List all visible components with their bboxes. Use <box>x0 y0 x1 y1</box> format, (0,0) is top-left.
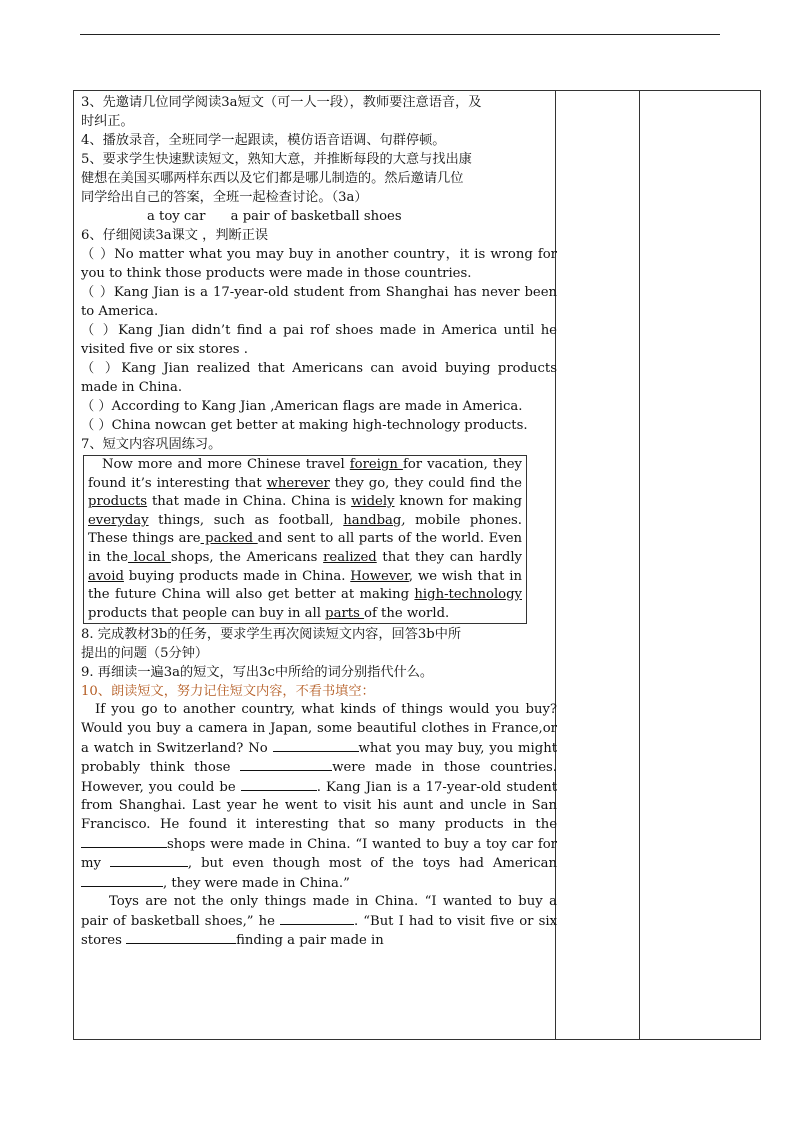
header-rule <box>80 34 720 35</box>
cloze-paragraph-2: Toys are not the only things made in China. “I wanted to buy a pair of basketball shoes,” he . “But I had to visit five or six stores finding a pair made in <box>81 894 557 949</box>
keyword-products: products <box>88 494 148 510</box>
keyword-parts: parts <box>325 605 365 621</box>
step-7-title: 7、短文内容巩固练习。 <box>81 437 222 452</box>
keyword-high-technology: high-technology <box>414 587 522 603</box>
keyword-local: local <box>128 549 171 565</box>
true-false-item-1: （ ）No matter what you may buy in another country，it is wrong for you to think those products were made in those countries. <box>81 247 557 281</box>
cloze-blank-4[interactable] <box>81 835 167 848</box>
cloze-blank-6[interactable] <box>81 874 163 887</box>
cloze-blank-2[interactable] <box>240 758 332 771</box>
keyword-foreign: foreign <box>349 457 403 472</box>
cloze-blank-1[interactable] <box>273 739 359 752</box>
cloze-blank-7[interactable] <box>280 912 354 925</box>
keyword-wherever: wherever <box>266 475 330 491</box>
cloze-paragraph-1: If you go to another country, what kinds of things would you buy? Would you buy a camera in Japan, some beautiful clothes in France,or a watch in Switzerland? No what you may buy, you might probably think those were made in those countries. However, you could be . Kang Jian is a 17-year-old student from Shanghai. Last year he went to visit his aunt and uncle in San Francisco. He found it interesting that so many products in the shops were made in China. “I wanted to buy a toy car for my , but even though most of the toys had American , they were made in China.” <box>81 702 557 891</box>
cloze-blank-3[interactable] <box>241 778 317 791</box>
step-8-line-1: 8. 完成教材3b的任务，要求学生再次阅读短文内容，回答3b中所 <box>81 627 462 643</box>
step-5-line-2: 健想在美国买哪两样东西以及它们都是哪儿制造的。然后邀请几位 <box>81 171 464 186</box>
cloze-blank-8[interactable] <box>126 931 236 944</box>
keyword-however: However <box>350 568 409 584</box>
step-3-line-1: 3、先邀请几位同学阅读3a短文（可一人一段），教师要注意语音，及 <box>81 95 482 110</box>
step-5-line-3: 同学给出自己的答案，全班一起检查讨论。（3a） <box>81 190 368 205</box>
lesson-steps-column <box>81 93 557 951</box>
true-false-item-4: （ ）Kang Jian realized that Americans can avoid buying products made in China. <box>81 361 557 395</box>
summary-passage: Now more and more Chinese travel foreign for vacation, they found it’s interesting that wherever they go, they could find the products that made in China. China is widely known for making everyday things, such as football, handbag, mobile phones. These things are packed and sent to all parts of the world. Even in the local shops, the Americans realized that they can hardly avoid buying products made in China. However, we wish that in the future China will also get better at making high-technology products that people can buy in all parts of the world. <box>88 457 523 621</box>
keyword-everyday: everyday <box>88 512 149 528</box>
true-false-item-6: （ ）China nowcan get better at making high-technology products. <box>81 418 528 433</box>
cloze-blank-5[interactable] <box>110 854 188 867</box>
true-false-item-3: （ ）Kang Jian didn’t find a pai rof shoes made in America until he visited five or six stores . <box>81 323 557 357</box>
step-6-title: 6、仔细阅读3a课文 ，判断正误 <box>81 228 269 243</box>
lesson-table <box>73 90 761 1040</box>
step-9: 9. 再细读一遍3a的短文，写出3c中所给的词分别指代什么。 <box>81 665 434 681</box>
keyword-widely: widely <box>351 494 395 510</box>
summary-passage-box <box>83 455 527 624</box>
step-8-line-2: 提出的问题（5分钟） <box>81 646 209 662</box>
column-divider-2 <box>639 91 640 1039</box>
true-false-item-5: （ ）According to Kang Jian ,American flags are made in America. <box>81 399 523 414</box>
keyword-handbag: handbag <box>343 512 402 528</box>
keyword-packed: packed <box>200 531 258 547</box>
step-4: 4、播放录音，全班同学一起跟读，模仿语音语调、句群停顿。 <box>81 133 446 148</box>
step-10-title: 10、朗读短文，努力记住短文内容，不看书填空： <box>81 684 375 700</box>
step-5-answers: a toy car a pair of basketball shoes <box>147 209 402 224</box>
true-false-item-2: （ ）Kang Jian is a 17-year-old student from Shanghai has never been to America. <box>81 285 557 319</box>
step-5-line-1: 5、要求学生快速默读短文，熟知大意，并推断每段的大意与找出康 <box>81 152 472 167</box>
keyword-realized: realized <box>323 549 377 565</box>
step-3-line-2: 时纠正。 <box>81 114 134 129</box>
keyword-avoid: avoid <box>88 568 124 584</box>
